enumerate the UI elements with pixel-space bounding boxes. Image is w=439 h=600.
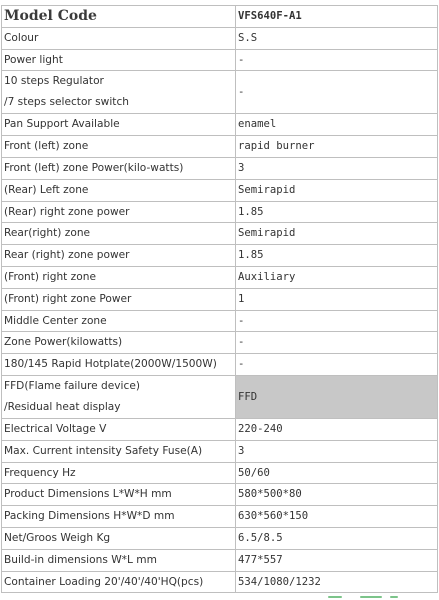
spec-label: Product Dimensions L*W*H mm (2, 484, 236, 506)
spec-value: FFD (236, 375, 438, 418)
spec-label: Container Loading 20'/40'/40'HQ(pcs) (2, 571, 236, 593)
spec-label: (Front) right zone Power (2, 288, 236, 310)
table-row (2, 310, 438, 332)
spec-label: Max. Current intensity Safety Fuse(A) (2, 440, 236, 462)
spec-value: - (236, 49, 438, 71)
spec-value: - (236, 354, 438, 376)
spec-value: 477*557 (236, 549, 438, 571)
table-row (2, 157, 438, 179)
model-code-label: Model Code (2, 6, 236, 28)
spec-table (1, 5, 438, 593)
table-row (2, 179, 438, 201)
table-row (2, 549, 438, 571)
spec-label: Colour (2, 27, 236, 49)
table-row (2, 201, 438, 223)
spec-label: Build-in dimensions W*L mm (2, 549, 236, 571)
spec-label (2, 375, 236, 418)
spec-value: enamel (236, 114, 438, 136)
table-row (2, 288, 438, 310)
spec-value: - (236, 71, 438, 114)
table-row (2, 571, 438, 593)
table-row (2, 506, 438, 528)
spec-value: 580*500*80 (236, 484, 438, 506)
spec-value: S.S (236, 27, 438, 49)
spec-value: - (236, 332, 438, 354)
spec-label: 180/145 Rapid Hotplate(2000W/1500W) (2, 354, 236, 376)
spec-value: 534/1080/1232 (236, 571, 438, 593)
spec-value: Auxiliary (236, 266, 438, 288)
spec-label: Packing Dimensions H*W*D mm (2, 506, 236, 528)
table-row (2, 136, 438, 158)
table-row (2, 266, 438, 288)
spec-label (2, 71, 236, 114)
model-code-value: VFS640F-A1 (236, 6, 438, 28)
spec-label: Zone Power(kilowatts) (2, 332, 236, 354)
table-row (2, 354, 438, 376)
spec-label: Front (left) zone Power(kilo-watts) (2, 157, 236, 179)
spec-value: Semirapid (236, 179, 438, 201)
spec-value: 1.85 (236, 245, 438, 267)
table-row (2, 245, 438, 267)
spec-value: 50/60 (236, 462, 438, 484)
spec-label: Frequency Hz (2, 462, 236, 484)
spec-label: (Rear) Left zone (2, 179, 236, 201)
table-row (2, 49, 438, 71)
spec-value: 220-240 (236, 418, 438, 440)
spec-label-line: /7 steps selector switch (4, 96, 129, 109)
bottom-decoration (320, 594, 430, 600)
spec-value: 630*560*150 (236, 506, 438, 528)
table-row (2, 462, 438, 484)
spec-value: 1 (236, 288, 438, 310)
spec-label-line: 10 steps Regulator (4, 75, 104, 88)
spec-label: Front (left) zone (2, 136, 236, 158)
spec-label-line: FFD(Flame failure device) (4, 379, 140, 392)
spec-label: Rear(right) zone (2, 223, 236, 245)
table-row (2, 418, 438, 440)
spec-value: rapid burner (236, 136, 438, 158)
spec-value: 1.85 (236, 201, 438, 223)
spec-value: 3 (236, 440, 438, 462)
spec-label: Electrical Voltage V (2, 418, 236, 440)
header-row (2, 6, 438, 28)
spec-value: Semirapid (236, 223, 438, 245)
spec-label: Net/Groos Weigh Kg (2, 527, 236, 549)
table-row (2, 223, 438, 245)
table-row (2, 332, 438, 354)
table-row (2, 27, 438, 49)
table-row (2, 114, 438, 136)
spec-label-line: /Residual heat display (4, 400, 121, 413)
table-row (2, 527, 438, 549)
table-row (2, 484, 438, 506)
spec-label: Middle Center zone (2, 310, 236, 332)
spec-label: Rear (right) zone power (2, 245, 236, 267)
spec-label: (Rear) right zone power (2, 201, 236, 223)
spec-value: - (236, 310, 438, 332)
spec-value: 6.5/8.5 (236, 527, 438, 549)
spec-value: 3 (236, 157, 438, 179)
spec-label: Power light (2, 49, 236, 71)
table-row (2, 375, 438, 418)
spec-label: Pan Support Available (2, 114, 236, 136)
table-row (2, 440, 438, 462)
table-row (2, 71, 438, 114)
spec-label: (Front) right zone (2, 266, 236, 288)
